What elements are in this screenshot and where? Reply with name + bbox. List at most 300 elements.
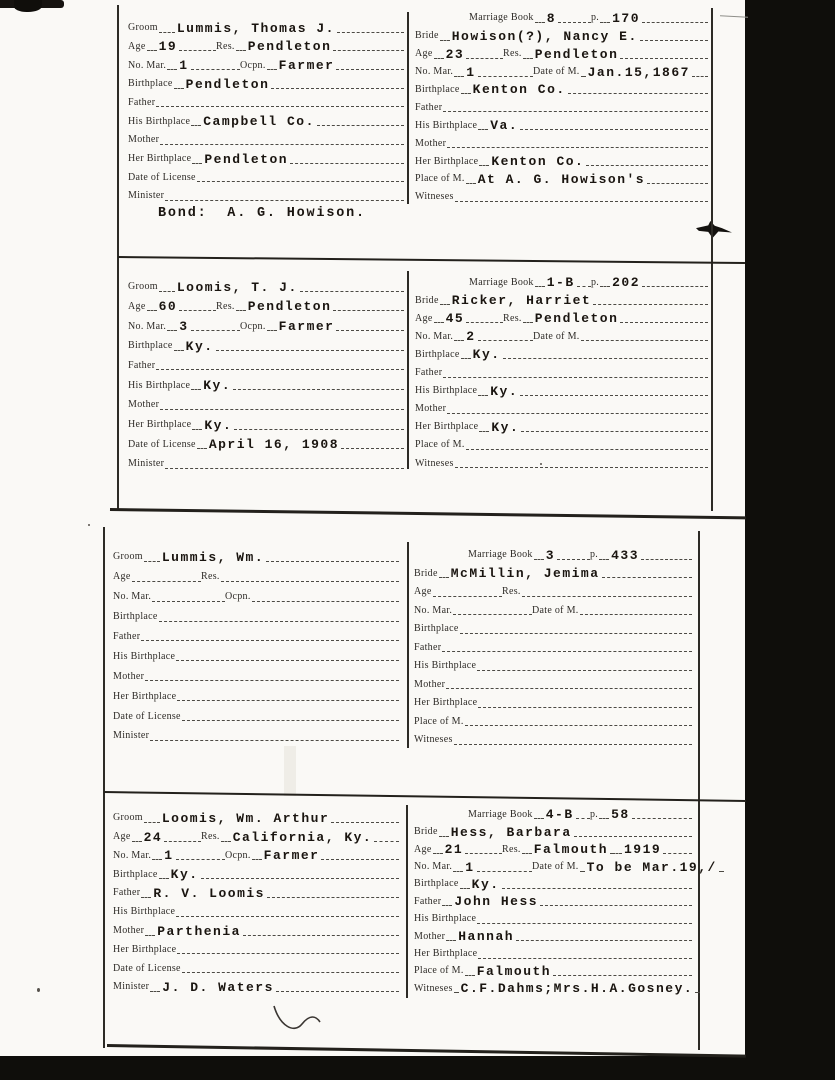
field-segment: [414, 549, 590, 562]
field-value: 3: [179, 319, 189, 335]
field-segment: [216, 40, 404, 53]
field-label: Mother: [414, 930, 446, 942]
scan-streak: [284, 746, 296, 796]
field-segment: [201, 831, 399, 844]
field-label: Bride: [415, 30, 439, 42]
dotted-line: [568, 93, 708, 94]
field-value: 1: [164, 848, 174, 864]
card-column-divider: [407, 542, 409, 748]
field-segment: [415, 12, 591, 25]
bride-field-row: [415, 307, 708, 325]
field-value: Farmer: [263, 848, 320, 864]
field-segment: [591, 12, 708, 25]
field-segment: [415, 348, 708, 361]
dotted-line: [443, 377, 708, 378]
bride-field-row: [414, 691, 692, 710]
card-group-border: [103, 527, 105, 1048]
dotted-line: [141, 897, 151, 898]
field-value: Lummis, Wm.: [161, 549, 265, 565]
groom-field-row: [128, 147, 404, 166]
dotted-line: [600, 286, 610, 287]
dotted-line: [632, 818, 692, 819]
field-label: Marriage Book: [469, 276, 534, 288]
field-segment: [113, 730, 399, 743]
field-segment: [415, 83, 708, 96]
dotted-line: [577, 286, 591, 287]
dotted-line: [520, 129, 708, 130]
field-label: Res.: [503, 312, 522, 324]
field-segment: [113, 651, 399, 664]
groom-field-row: [128, 16, 404, 35]
field-segment: [113, 981, 399, 994]
field-label: Marriage Book: [468, 549, 533, 560]
card-separator-line: [104, 791, 746, 802]
dotted-line: [576, 818, 590, 819]
field-label: Groom: [128, 281, 158, 293]
groom-field-row: [113, 900, 399, 919]
bride-field-row: [414, 874, 692, 891]
dotted-line: [144, 822, 160, 823]
dotted-line: [192, 429, 202, 430]
groom-field-row: [128, 72, 404, 91]
dotted-line: [478, 958, 692, 959]
dotted-line: [523, 58, 533, 59]
field-segment: [415, 421, 708, 434]
groom-field-row: [128, 451, 404, 471]
field-value: Falmouth: [533, 842, 609, 858]
field-segment: [128, 399, 404, 412]
groom-field-row: [113, 975, 399, 994]
groom-field-row: [128, 333, 404, 353]
field-segment: [414, 948, 692, 961]
field-value: 45: [445, 311, 465, 327]
dotted-line: [233, 389, 404, 390]
field-label: Date of M.: [532, 604, 579, 616]
groom-field-row: [113, 825, 399, 844]
card-separator-line: [118, 256, 745, 264]
dotted-line: [477, 923, 692, 924]
field-segment: [128, 190, 404, 203]
field-value: John Hess: [454, 894, 539, 910]
field-label: Minister: [128, 190, 165, 202]
field-segment: [113, 831, 201, 844]
dotted-line: [336, 330, 404, 331]
dotted-line: [152, 601, 225, 602]
field-label: Minister: [128, 458, 165, 470]
dotted-line: [191, 69, 240, 70]
dotted-line: [321, 859, 399, 860]
dotted-line: [331, 822, 399, 823]
field-value: J. D. Waters: [162, 979, 274, 995]
field-label: Mother: [415, 137, 447, 149]
field-label: Father: [128, 96, 156, 108]
dotted-line: [558, 22, 591, 23]
groom-field-row: [128, 109, 404, 128]
dotted-line: [439, 577, 449, 578]
field-label: Mother: [415, 403, 447, 415]
field-segment: [414, 734, 692, 747]
field-label: Age: [415, 312, 433, 324]
groom-field-row: [113, 806, 399, 825]
dotted-line: [442, 905, 452, 906]
dotted-line: [612, 853, 622, 854]
field-value: 19: [158, 39, 178, 55]
groom-field-row: [113, 938, 399, 957]
field-segment: [128, 281, 404, 294]
bride-field-row: [415, 7, 708, 25]
dotted-line: [167, 69, 177, 70]
field-label: Bride: [415, 294, 439, 306]
field-label: Witneses: [414, 982, 453, 994]
dotted-line: [443, 111, 708, 112]
field-segment: [415, 330, 533, 343]
field-value: 1-B: [546, 275, 575, 291]
field-label: Birthplace: [414, 623, 459, 634]
field-label: Age: [415, 48, 433, 60]
field-label: Minister: [113, 981, 150, 993]
dotted-line: [523, 322, 533, 323]
field-segment: [128, 340, 404, 353]
dotted-line: [179, 50, 216, 51]
dotted-line: [132, 841, 142, 842]
field-label: His Birthplace: [113, 906, 176, 918]
dotted-line: [191, 330, 240, 331]
bride-field-row: [414, 839, 692, 856]
field-value: Farmer: [278, 319, 335, 335]
field-value: 23: [445, 46, 465, 62]
field-segment: [128, 360, 404, 373]
dotted-line: [150, 740, 399, 741]
field-segment: [415, 102, 708, 115]
dotted-line: [165, 200, 404, 201]
field-label: Res.: [216, 40, 235, 52]
field-segment: [128, 22, 404, 35]
groom-field-row: [128, 184, 404, 203]
field-label: p.: [591, 276, 600, 288]
dotted-line: [267, 330, 277, 331]
groom-field-row: [128, 392, 404, 412]
groom-field-row: [128, 35, 404, 54]
dotted-line: [478, 76, 533, 77]
field-label: His Birthplace: [128, 379, 191, 391]
groom-field-row: [113, 643, 399, 663]
dotted-line: [477, 871, 532, 872]
field-label: Father: [128, 359, 156, 371]
field-segment: [113, 887, 399, 900]
groom-field-row: [113, 564, 399, 584]
field-label: Birthplace: [128, 340, 173, 352]
dotted-line: [599, 818, 609, 819]
dotted-line: [221, 581, 399, 582]
dotted-line: [453, 871, 463, 872]
field-value: Hess, Barbara: [450, 824, 572, 840]
field-segment: [113, 711, 399, 724]
dotted-line: [179, 310, 216, 311]
bride-field-row: [414, 728, 692, 747]
field-label: Res.: [201, 571, 220, 583]
dotted-line: [454, 340, 464, 341]
field-segment: [415, 458, 708, 471]
dotted-line: [182, 720, 399, 721]
field-value: Ky.: [491, 419, 520, 435]
field-value: 8: [546, 10, 557, 26]
dotted-line: [502, 888, 692, 889]
dotted-line: [466, 449, 708, 450]
field-value: 60: [158, 299, 178, 315]
dotted-line: [602, 577, 692, 578]
field-segment: [532, 859, 717, 875]
dotted-line: [300, 291, 404, 292]
dotted-line: [337, 32, 404, 33]
field-value: Howison(?), Nancy E.: [451, 28, 638, 44]
groom-field-row: [128, 274, 404, 294]
field-value: Farmer: [278, 58, 335, 74]
field-label: No. Mar.: [414, 861, 453, 873]
dotted-line: [522, 853, 532, 854]
field-label: Date of M.: [533, 330, 580, 342]
field-segment: [113, 591, 225, 604]
bride-field-row: [415, 168, 708, 186]
field-segment: [414, 930, 692, 943]
field-segment: [415, 119, 708, 132]
field-segment: [128, 40, 216, 53]
field-value: Ky.: [170, 867, 199, 883]
field-label: Age: [414, 843, 432, 855]
dotted-line: [374, 841, 399, 842]
bride-field-row: [414, 943, 692, 960]
field-label: Res.: [502, 586, 521, 597]
field-value: McMillin, Jemima: [450, 566, 600, 581]
field-segment: [415, 385, 708, 398]
field-label: Place of M.: [415, 173, 465, 185]
field-segment: [414, 861, 532, 874]
field-label: Father: [415, 101, 443, 113]
dotted-line: [477, 670, 692, 671]
field-segment: [113, 671, 399, 684]
field-label: Date of M.: [532, 861, 579, 873]
field-segment: [414, 716, 692, 729]
dotted-line: [465, 975, 475, 976]
dotted-line: [461, 93, 471, 94]
field-segment: [415, 48, 503, 61]
groom-field-row: [113, 881, 399, 900]
field-label: Groom: [128, 22, 158, 34]
dotted-line: [434, 58, 444, 59]
pen-squiggle: [268, 998, 326, 1040]
field-label: Groom: [113, 551, 143, 563]
dotted-line: [663, 853, 692, 854]
dotted-line: [455, 201, 708, 202]
bride-column-card2: [415, 271, 708, 470]
card-group-border: [711, 8, 713, 511]
field-label: Her Birthplace: [128, 419, 192, 430]
field-segment: [414, 808, 590, 821]
bride-field-row: [415, 132, 708, 150]
field-value: Campbell Co.: [203, 114, 315, 130]
bride-field-row: [414, 908, 692, 925]
dotted-line: [160, 409, 404, 410]
field-segment: [113, 868, 399, 881]
field-label: Father: [414, 641, 442, 653]
field-segment: [414, 586, 502, 599]
dotted-line: [201, 878, 399, 879]
bride-field-row: [414, 673, 692, 692]
dotted-line: [197, 181, 404, 182]
dotted-line: [461, 358, 471, 359]
field-segment: [503, 48, 708, 61]
dotted-line: [534, 559, 544, 560]
field-value: Loomis, Wm. Arthur: [161, 810, 330, 826]
field-segment: [414, 697, 692, 710]
field-segment: [414, 660, 692, 673]
bride-field-row: [415, 25, 708, 43]
field-value: C.F.Dahms;Mrs.H.A.Gosney.: [460, 981, 694, 997]
field-segment: [113, 551, 399, 564]
dotted-line: [454, 744, 692, 745]
field-label: Minister: [113, 730, 150, 742]
groom-field-row: [128, 432, 404, 452]
field-label: Res.: [216, 300, 235, 312]
field-segment: [414, 826, 692, 839]
field-segment: [113, 944, 399, 957]
field-value: Lummis, Thomas J.: [176, 20, 335, 36]
bride-field-row: [414, 978, 692, 995]
field-value: 21: [444, 842, 464, 858]
field-segment: [128, 153, 404, 166]
dotted-line: [159, 32, 175, 33]
field-label: Birthplace: [113, 868, 158, 880]
bride-field-row: [415, 114, 708, 132]
field-label: No. Mar.: [113, 591, 152, 603]
field-label: Her Birthplace: [415, 155, 479, 167]
dotted-line: [234, 429, 404, 430]
bride-field-row: [415, 289, 708, 307]
field-label: No. Mar.: [415, 66, 454, 78]
field-value: Ky.: [203, 378, 232, 394]
groom-field-row: [128, 91, 404, 110]
field-value: 2: [466, 329, 476, 345]
dotted-line: [479, 165, 489, 166]
field-segment: [225, 849, 399, 862]
field-label: Ocpn.: [225, 591, 251, 603]
field-value: Ricker, Harriet: [451, 293, 592, 309]
field-value: Kenton Co.: [491, 154, 585, 170]
bride-field-row: [415, 79, 708, 97]
field-segment: [414, 567, 692, 580]
dotted-line: [640, 40, 708, 41]
field-label: Her Birthplace: [415, 421, 479, 433]
field-segment: [225, 591, 399, 604]
dotted-line: [478, 707, 692, 708]
field-segment: [415, 66, 533, 79]
dotted-line: [164, 841, 201, 842]
dotted-line: [317, 125, 404, 126]
field-segment: [113, 963, 399, 976]
dotted-line: [440, 304, 450, 305]
bride-field-row: [415, 361, 708, 379]
field-label: Her Birthplace: [113, 943, 177, 955]
field-segment: [128, 134, 404, 147]
dotted-line: [478, 395, 488, 396]
dotted-line: [216, 350, 404, 351]
field-segment: [415, 155, 708, 168]
field-segment: [415, 173, 708, 186]
field-label: Father: [113, 630, 141, 642]
field-segment: [216, 300, 404, 313]
bride-field-row: [415, 271, 708, 289]
ink-mark: [696, 221, 732, 238]
groom-field-row: [128, 128, 404, 147]
groom-column-card1: [128, 16, 404, 203]
field-label: p.: [590, 808, 599, 820]
field-segment: [414, 895, 692, 908]
field-segment: [533, 331, 708, 344]
dust-speck: [37, 988, 40, 992]
bride-field-row: [414, 856, 717, 875]
field-label: No. Mar.: [414, 604, 453, 616]
dotted-line: [460, 888, 470, 889]
field-segment: [502, 586, 692, 599]
dotted-line: [642, 286, 708, 287]
groom-field-row: [113, 956, 399, 975]
field-label: Birthplace: [415, 83, 460, 95]
field-value: Loomis, T. J.: [176, 279, 298, 295]
field-segment: [128, 458, 404, 471]
dotted-line: [535, 286, 545, 287]
field-value: Parthenia: [157, 923, 241, 939]
dotted-line: [156, 106, 404, 107]
field-value: 3: [545, 547, 556, 563]
field-label: Mother: [113, 670, 145, 682]
groom-field-row: [113, 544, 399, 564]
dotted-line: [620, 58, 708, 59]
bride-field-row: [414, 636, 692, 655]
dotted-line: [593, 304, 708, 305]
card-column-divider: [407, 271, 409, 469]
field-value: To be Mar.19,/: [586, 859, 717, 875]
field-segment: [591, 276, 708, 289]
dotted-line: [290, 163, 404, 164]
dotted-line: [147, 50, 157, 51]
field-label: Bride: [414, 567, 438, 579]
dotted-line: [236, 50, 246, 51]
bride-field-row: [414, 821, 692, 838]
field-value: 58: [611, 807, 630, 823]
groom-column-card4: [113, 806, 399, 994]
groom-field-row: [113, 624, 399, 644]
dotted-line: [147, 310, 157, 311]
bride-field-row: [414, 617, 692, 636]
dotted-line: [252, 601, 399, 602]
field-label: Marriage Book: [469, 12, 534, 24]
dotted-line: [433, 853, 443, 854]
field-segment: [113, 906, 399, 919]
dust-speck: [88, 524, 90, 526]
dotted-line: [167, 330, 177, 331]
dotted-line: [145, 935, 155, 936]
field-label: Her Birthplace: [414, 948, 478, 960]
field-label: His Birthplace: [415, 119, 478, 131]
bride-field-row: [414, 599, 692, 618]
field-segment: [113, 611, 399, 624]
bride-field-row: [414, 804, 692, 821]
field-value: Pendleton: [534, 46, 619, 62]
bride-field-row: [415, 398, 708, 416]
bride-column-card4: [414, 804, 717, 997]
field-label: No. Mar.: [415, 330, 454, 342]
field-label: Marriage Book: [468, 808, 533, 820]
dotted-line: [642, 22, 708, 23]
